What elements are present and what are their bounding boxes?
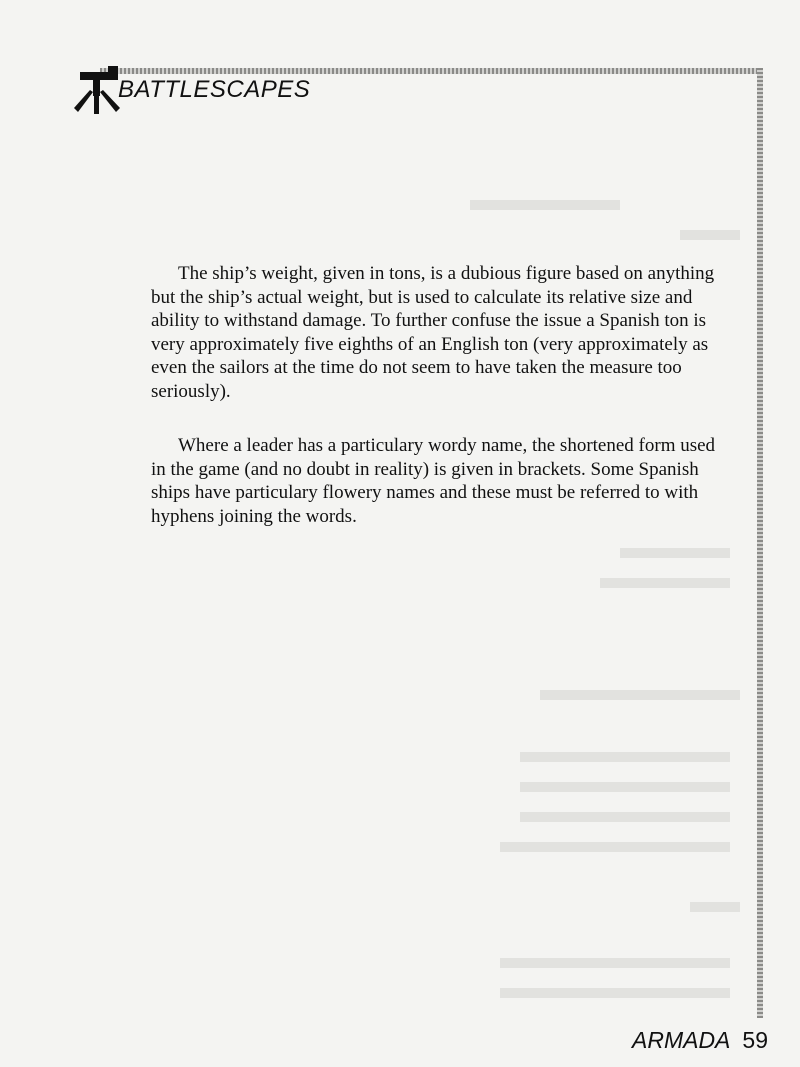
header-dotted-rule	[100, 68, 762, 74]
right-margin-dotted-rule	[757, 68, 763, 1018]
footer-book-title: ARMADA	[632, 1027, 731, 1053]
battlescapes-logo-icon	[72, 62, 122, 116]
body-paragraph: Where a leader has a particulary wordy name, the shortened form used in the game (and no doubt in reality) is given in brackets. Some Spanish ships have particulary flowery names and these must be referred to with hyphens joining the words.	[151, 435, 716, 527]
page-number: 59	[742, 1027, 768, 1053]
body-paragraph: The ship’s weight, given in tons, is a dubious figure based on anything but the ship’s actual weight, but is used to calculate its relative size and ability to withstand damage. To further confuse the issue a Spanish ton is very approximately five eighths of an English ton (very approximately as even the sailors at the time do not seem to have taken the measure too seriously).	[151, 263, 715, 402]
section-header-title: BATTLESCAPES	[118, 76, 311, 103]
page-footer	[632, 1027, 768, 1054]
